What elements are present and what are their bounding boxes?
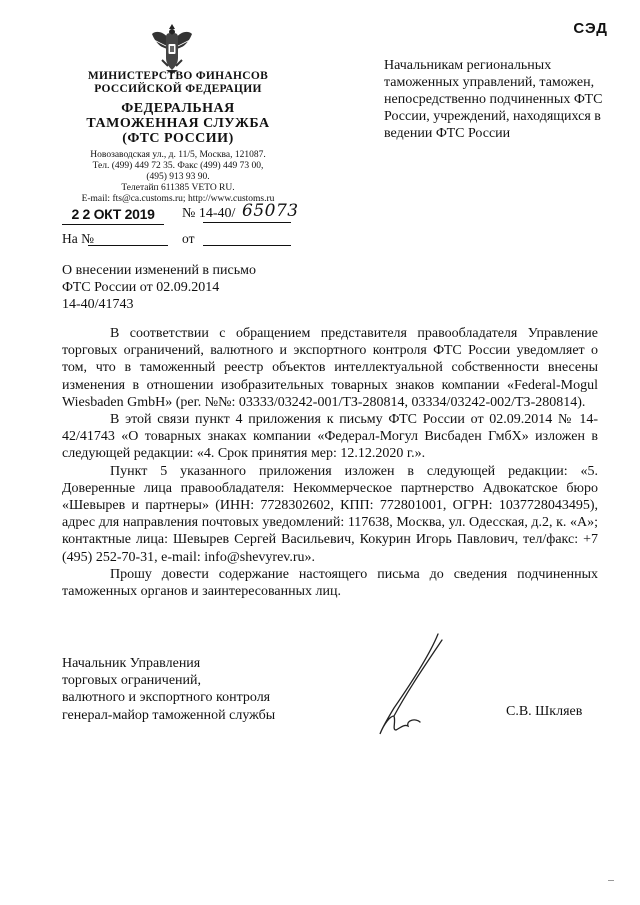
reference-number-field <box>88 245 168 246</box>
registration-number-underline <box>203 222 291 223</box>
registration-number-handwritten: 65073 <box>242 201 299 221</box>
service-line: ФЕДЕРАЛЬНАЯ <box>121 101 235 116</box>
contact-phone-extra: (495) 913 93 90. <box>146 172 210 182</box>
subject-block <box>62 262 322 313</box>
subject-line: ФТС России от 02.09.2014 <box>62 280 220 295</box>
addressee-block: Начальникам региональных таможенных управлений, таможен, непосредственно подчиненных ФТС России, учреждений, находящихся в ведении ФТС России <box>384 58 603 141</box>
contact-email: E-mail: fts@ca.customs.ru; http://www.customs.ru <box>81 194 275 204</box>
signatory-title-line: генерал-майор таможенной службы <box>62 707 276 723</box>
subject-line: 14-40/41743 <box>62 297 134 312</box>
letter-body <box>62 325 598 600</box>
service-name <box>62 101 294 146</box>
contact-address: Новозаводская ул., д. 11/5, Москва, 121087. <box>90 150 266 160</box>
page-mark <box>608 880 614 881</box>
ministry-name <box>62 70 294 96</box>
body-paragraph: Прошу довести содержание настоящего письма до сведения подчиненных таможенных органов и заинтересованных лиц. <box>62 566 598 600</box>
reference-number-label: На № <box>62 231 94 246</box>
ministry-line: РОССИЙСКОЙ ФЕДЕРАЦИИ <box>94 83 262 95</box>
document-system-marker: СЭД <box>573 20 608 37</box>
reference-date-field <box>203 245 291 246</box>
registration-number-prefix: № 14-40/ <box>182 206 236 221</box>
signatory-title-line: торговых ограничений, <box>62 673 202 689</box>
subject-line: О внесении изменений в письмо <box>62 263 256 278</box>
ministry-line: МИНИСТЕРСТВО ФИНАНСОВ <box>87 70 269 82</box>
signatory-name: С.В. Шкляев <box>506 704 583 719</box>
contact-teletype: Телетайп 611385 VETO RU. <box>121 183 235 193</box>
body-paragraph: В этой связи пункт 4 приложения к письму ФТС России от 02.09.2014 № 14-42/41743 «О товарных знаках компании «Федерал-Могул Висбаден ГмбХ» изложен в следующей редакции: «4. Срок принятия мер: 12.12.2020 г.». <box>62 412 598 462</box>
signatory-title-line: валютного и экспортного контроля <box>62 690 271 706</box>
coat-of-arms-icon <box>146 20 198 76</box>
contact-block <box>62 150 294 205</box>
service-line: (ФТС РОССИИ) <box>122 131 234 146</box>
body-paragraph: В соответствии с обращением представителя правообладателя Управление торговых ограничений, валютного и экспортного контроля ФТС России уведомляет о том, что в таможенный реестр объектов интеллектуальной собственности внесены изменения в отношении изобразительных товарных знаков компании «Federal-Mogul Wiesbaden GmbH» (рег. №№: 03333/03242-001/ТЗ-280814, 03334/03242-002/ТЗ-280814). <box>62 326 598 410</box>
body-paragraph: Пункт 5 указанного приложения изложен в следующей редакции: «5. Доверенные лица правообладателя: Некоммерческое партнерство Адвокатское бюро «Шевырев и партнеры» (ИНН: 7728302602, КПП: 772801001, ОГРН: 1037728043495), адрес для направления почтовых уведомлений: 117638, Москва, ул. Одесская, д.2, к. «А»; контактные лица: Шевырев Сергей Васильевич, Кокурин Игорь Павлович, тел/факс: +7 (495) 252-70-31, e-mail: info@shevyrev.ru». <box>62 463 598 565</box>
signatory-title-line: Начальник Управления <box>62 656 201 671</box>
registration-date: 2 2 ОКТ 2019 <box>62 206 164 225</box>
contact-phone: Тел. (499) 449 72 35. Факс (499) 449 73 00, <box>92 161 264 171</box>
reference-date-label: от <box>182 231 195 246</box>
service-line: ТАМОЖЕННАЯ СЛУЖБА <box>86 116 270 131</box>
signatory-title <box>62 655 322 724</box>
handwritten-signature <box>360 630 470 740</box>
